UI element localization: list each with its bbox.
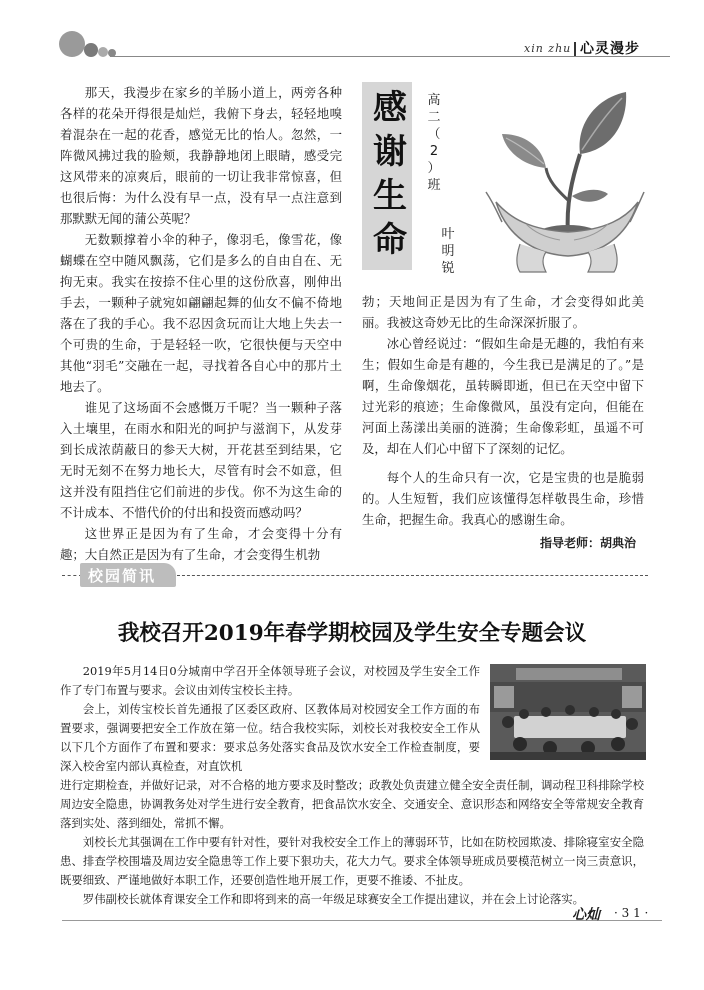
news-paragraph: 2019年5月14日0分城南中学召开全体领导班子会议，对校园及学生安全工作作了专门布置与要求。会议由刘传宝校长主持。	[60, 664, 480, 697]
news-paragraph: 罗伟副校长就体育课安全工作和即将到来的高一年级足球赛安全工作提出建议，并在会上讨论落实。	[82, 892, 584, 906]
essay-title: 感 谢 生 命	[373, 88, 407, 260]
section-dashed-rule	[172, 575, 648, 576]
essay-paragraph: 这世界正是因为有了生命，才会变得十分有趣；大自然正是因为有了生命，才会变得生机勃	[60, 526, 342, 562]
essay-left-column	[60, 82, 342, 565]
header-section-name: 心灵漫步	[580, 41, 640, 57]
header-divider	[574, 42, 576, 56]
news-paragraph: 刘校长尤其强调在工作中要有针对性，要针对我校安全工作上的薄弱环节，比如在防校园欺凌、排除寝室安全隐患、排查学校围墙及周边安全隐患等工作上要下狠功夫，花大力气。要求全体领导班成员要模范树立一岗三责意识，既要细致、严谨地做好本职工作，还要创造性地开展工作，更要不推诿、不扯皮。	[60, 835, 644, 887]
essay-paragraph: 无数颗撑着小伞的种子，像羽毛，像雪花，像蝴蝶在空中随风飘荡，它们是多么的自由自在、无拘无束。我实在按捺不住心里的这份欣喜，刚伸出手去，一颗种子就宛如翩翩起舞的仙女不偏不倚地落在了我的手心。我不忍因贪玩而让大地上失去一个可贵的生命，于是轻轻一吹，它很快便与天空中其他“羽毛”交融在一起，寻找着各自心中的那片土地去了。	[60, 232, 342, 394]
advisor-credit: 指导老师：胡典治	[540, 536, 637, 550]
news-body	[60, 662, 644, 909]
essay-paragraph: 每个人的生命只有一次，它是宝贵的也是脆弱的。人生短暂，我们应该懂得怎样敬畏生命，珍惜生命，把握生命。我真心的感谢生命。	[362, 470, 644, 527]
news-paragraph-part: 会上，刘传宝校长首先通报了区委区政府、区教体局对校园安全工作方面的布置要求，强调要把安全工作放在第一位。结合我校实际，刘校长对我校安全工作从以下几个方面作了布置和要求：要求总务处落实食品及饮水安全工作检查制度，要深入校舍室内部认真检查，对直饮机	[60, 702, 480, 773]
essay-paragraph: 冰心曾经说过：“假如生命是无趣的，我怕有来生；假如生命是有趣的，今生我已是满足的了。”是啊，生命像烟花，虽转瞬即逝，但已在天空中留下过光彩的痕迹；生命像微风，虽没有定向，但能在河面上荡漾出美丽的涟漪；生命像彩虹，虽遥不可及，却在人们心中留下了深刻的记忆。	[362, 336, 644, 456]
essay-author: 叶 明 锐	[441, 227, 455, 276]
page-number: · 3 1 ·	[614, 906, 649, 920]
hands-holding-seedling-illustration	[476, 84, 652, 274]
essay-paragraph: 那天，我漫步在家乡的羊肠小道上，两旁各种各样的花朵开得很是灿烂，我俯下身去，轻轻地嗅着混杂在一起的花香，感觉无比的怡人。忽然，一阵微风拂过我的脸颊，我静静地闭上眼睛，感受完这风带来的凉爽后，眼前的一切让我非常惊喜，但也很后悔：为什么没有早一点，没有早一点注意到那默默无闻的蒲公英呢？	[60, 85, 342, 226]
news-paragraph	[60, 700, 644, 833]
essay-right-column	[362, 291, 644, 530]
section-dashed-rule	[62, 575, 82, 576]
news-headline: 我校召开2019年春学期校园及学生安全专题会议	[117, 621, 587, 646]
footer-magazine-name: 心灿	[572, 907, 600, 923]
essay-paragraph: 谁见了这场面不会感慨万千呢？当一颗种子落入土壤里，在雨水和阳光的呵护与滋润下，从发芽到长成浓荫蔽日的参天大树，开花甚至到结果，它无时无刻不在努力地长大，尽管有时会不如意，但这并没有阻挡住它们前进的步伐。你不为这生命的不计成本、不惜代价的付出和投资而感动吗？	[60, 400, 342, 520]
essay-paragraph: 勃；天地间正是因为有了生命，才会变得如此美丽。我被这奇妙无比的生命深深折服了。	[362, 294, 644, 330]
header-pinyin: xin zhu	[524, 42, 572, 55]
essay-class: 高 二 （ 2 ） 班	[427, 93, 441, 193]
section-label: 校园简讯	[88, 567, 157, 585]
news-paragraph-part: 进行定期检查，并做好记录，对不合格的地方要求及时整改；政教处负责建立健全安全责任制，调动程卫科排除学校周边安全隐患，协调教务处对学生进行安全教育，把食品饮水安全、交通安全、意识形态和网络安全等常规安全教育落到实处、落到细处，常抓不懈。	[60, 778, 644, 830]
header-decoration-circles	[58, 30, 118, 60]
